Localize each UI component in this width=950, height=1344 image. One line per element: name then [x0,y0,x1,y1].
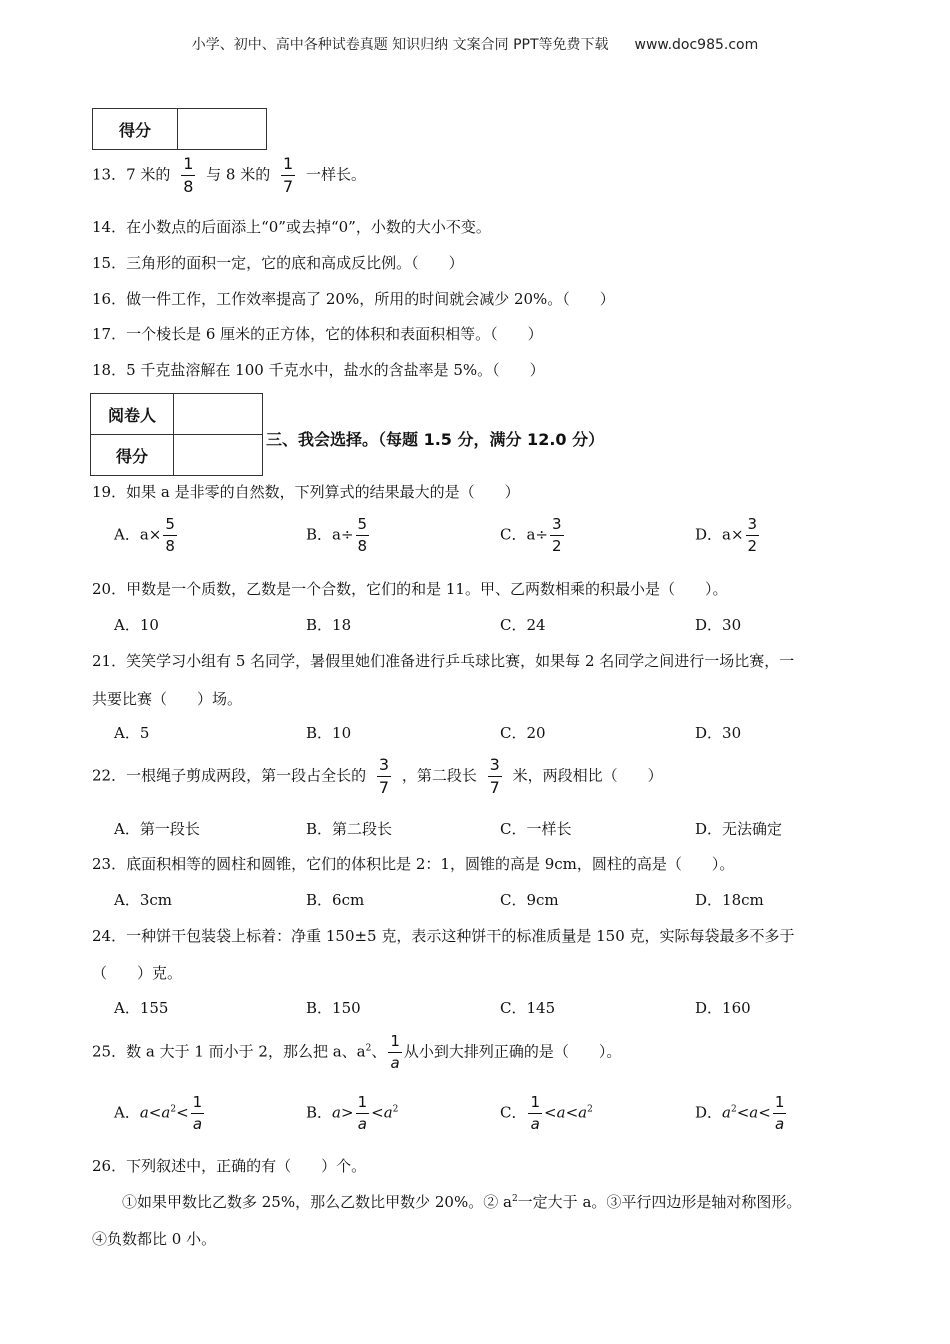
q23-option-d[interactable]: D．18cm [695,891,764,909]
score-label: 得分 [93,109,178,150]
review-box [90,393,263,476]
q24-option-c[interactable]: C．145 [500,999,556,1017]
question-15: 15．三角形的面积一定，它的底和高成反比例。（ ） [92,254,464,272]
section-3-title: 三、我会选择。（每题 1.5 分，满分 12.0 分） [266,430,605,449]
reviewer-label: 阅卷人 [91,394,174,435]
q19-option-a[interactable]: A．a× $\frac{5}{8}$ [114,515,175,555]
q19-option-d[interactable]: D．a× $\frac{3}{2}$ [695,515,758,555]
question-21-line-1: 21．笑笑学习小组有 5 名同学，暑假里她们准备进行乒乓球比赛，如果每 2 名同学之间进行一场比赛，一 [92,652,795,670]
q23-option-a[interactable]: A．3cm [114,891,173,909]
q22-option-d[interactable]: D．无法确定 [695,820,783,838]
question-22: 22．一根绳子剪成两段，第一段占全长的 $\frac{3}{7}$ ，第二段长 $\frac{3}{7}$ 米，两段相比（ ） [92,755,663,797]
question-20: 20．甲数是一个质数，乙数是一个合数，它们的和是 11。甲、乙两数相乘的积最小是（ ）。 [92,580,728,598]
q24-option-d[interactable]: D．160 [695,999,751,1017]
q25-option-d[interactable]: D．$a^2<a<$ $\frac{1}{a}$ [695,1093,785,1133]
question-26-statements-1: ①如果甲数比乙数多 25%，那么乙数比甲数少 20%。② $a^2$一定大于 a。③平行四边形是轴对称图形。 [122,1193,802,1211]
question-13: 13．7 米的 $\frac{1}{8}$ 与 8 米的 $\frac{1}{7}$ 一样长。 [92,154,367,196]
question-16: 16．做一件工作，工作效率提高了 20%，所用的时间就会减少 20%。（ ） [92,290,615,308]
question-23: 23．底面积相等的圆柱和圆锥，它们的体积比是 2：1，圆锥的高是 9cm，圆柱的高是（ ）。 [92,855,735,873]
q21-option-b[interactable]: B．10 [306,724,352,742]
q23-option-b[interactable]: B．6cm [306,891,365,909]
q25-option-c[interactable]: C． $\frac{1}{a}$ $<a<a^2$ [500,1093,593,1133]
review-score-label: 得分 [91,435,174,476]
q21-option-a[interactable]: A．5 [114,724,150,742]
q22-option-a[interactable]: A．第一段长 [114,820,200,838]
question-14: 14．在小数点的后面添上“0”或去掉“0”，小数的大小不变。 [92,218,491,236]
q20-option-b[interactable]: B．18 [306,616,352,634]
q21-option-d[interactable]: D．30 [695,724,742,742]
review-score-cell [174,435,263,476]
fraction-1-7: $\frac{1}{7}$ [283,154,294,196]
q21-option-c[interactable]: C．20 [500,724,546,742]
q25-option-b[interactable]: B．a> $\frac{1}{a}$ $<a^2$ [306,1093,399,1133]
score-box [92,108,267,150]
question-24-line-1: 24．一种饼干包装袋上标着：净重 150±5 克，表示这种饼干的标准质量是 150 克，实际每袋最多不多于 [92,927,795,945]
q24-option-a[interactable]: A．155 [114,999,169,1017]
q22-option-c[interactable]: C．一样长 [500,820,572,838]
header-text: 小学、初中、高中各种试卷真题 知识归纳 文案合同 PPT等免费下载 [191,37,609,53]
question-21-line-2: 共要比赛（ ）场。 [92,690,243,708]
question-26-statements-2: ④负数都比 0 小。 [92,1230,217,1248]
q20-option-c[interactable]: C．24 [500,616,546,634]
question-19: 19．如果 a 是非零的自然数，下列算式的结果最大的是（ ） [92,483,520,501]
question-18: 18．5 千克盐溶解在 100 千克水中，盐水的含盐率是 5%。（ ） [92,361,545,379]
q22-option-b[interactable]: B．第二段长 [306,820,393,838]
q25-option-a[interactable]: A．$a<a^2<$ $\frac{1}{a}$ [114,1093,203,1133]
q19-option-c[interactable]: C．a÷ $\frac{3}{2}$ [500,515,562,555]
page-header [0,34,950,54]
header-url: www.doc985.com [634,37,759,53]
question-17: 17．一个棱长是 6 厘米的正方体，它的体积和表面积相等。（ ） [92,325,543,343]
q23-option-c[interactable]: C．9cm [500,891,559,909]
q19-option-b[interactable]: B．a÷ $\frac{5}{8}$ [306,515,368,555]
reviewer-cell [174,394,263,435]
q24-option-b[interactable]: B．150 [306,999,361,1017]
q20-option-a[interactable]: A．10 [114,616,159,634]
question-26: 26．下列叙述中，正确的有（ ）个。 [92,1157,367,1175]
question-24-line-2: （ ）克。 [92,964,183,982]
q20-option-d[interactable]: D．30 [695,616,742,634]
fraction-1-8: $\frac{1}{8}$ [183,154,194,196]
question-25: 25．数 a 大于 1 而小于 2，那么把 a、$a^2$、 $\frac{1}{a}$ 从小到大排列正确的是（ ）。 [92,1032,622,1072]
score-cell [178,109,267,150]
